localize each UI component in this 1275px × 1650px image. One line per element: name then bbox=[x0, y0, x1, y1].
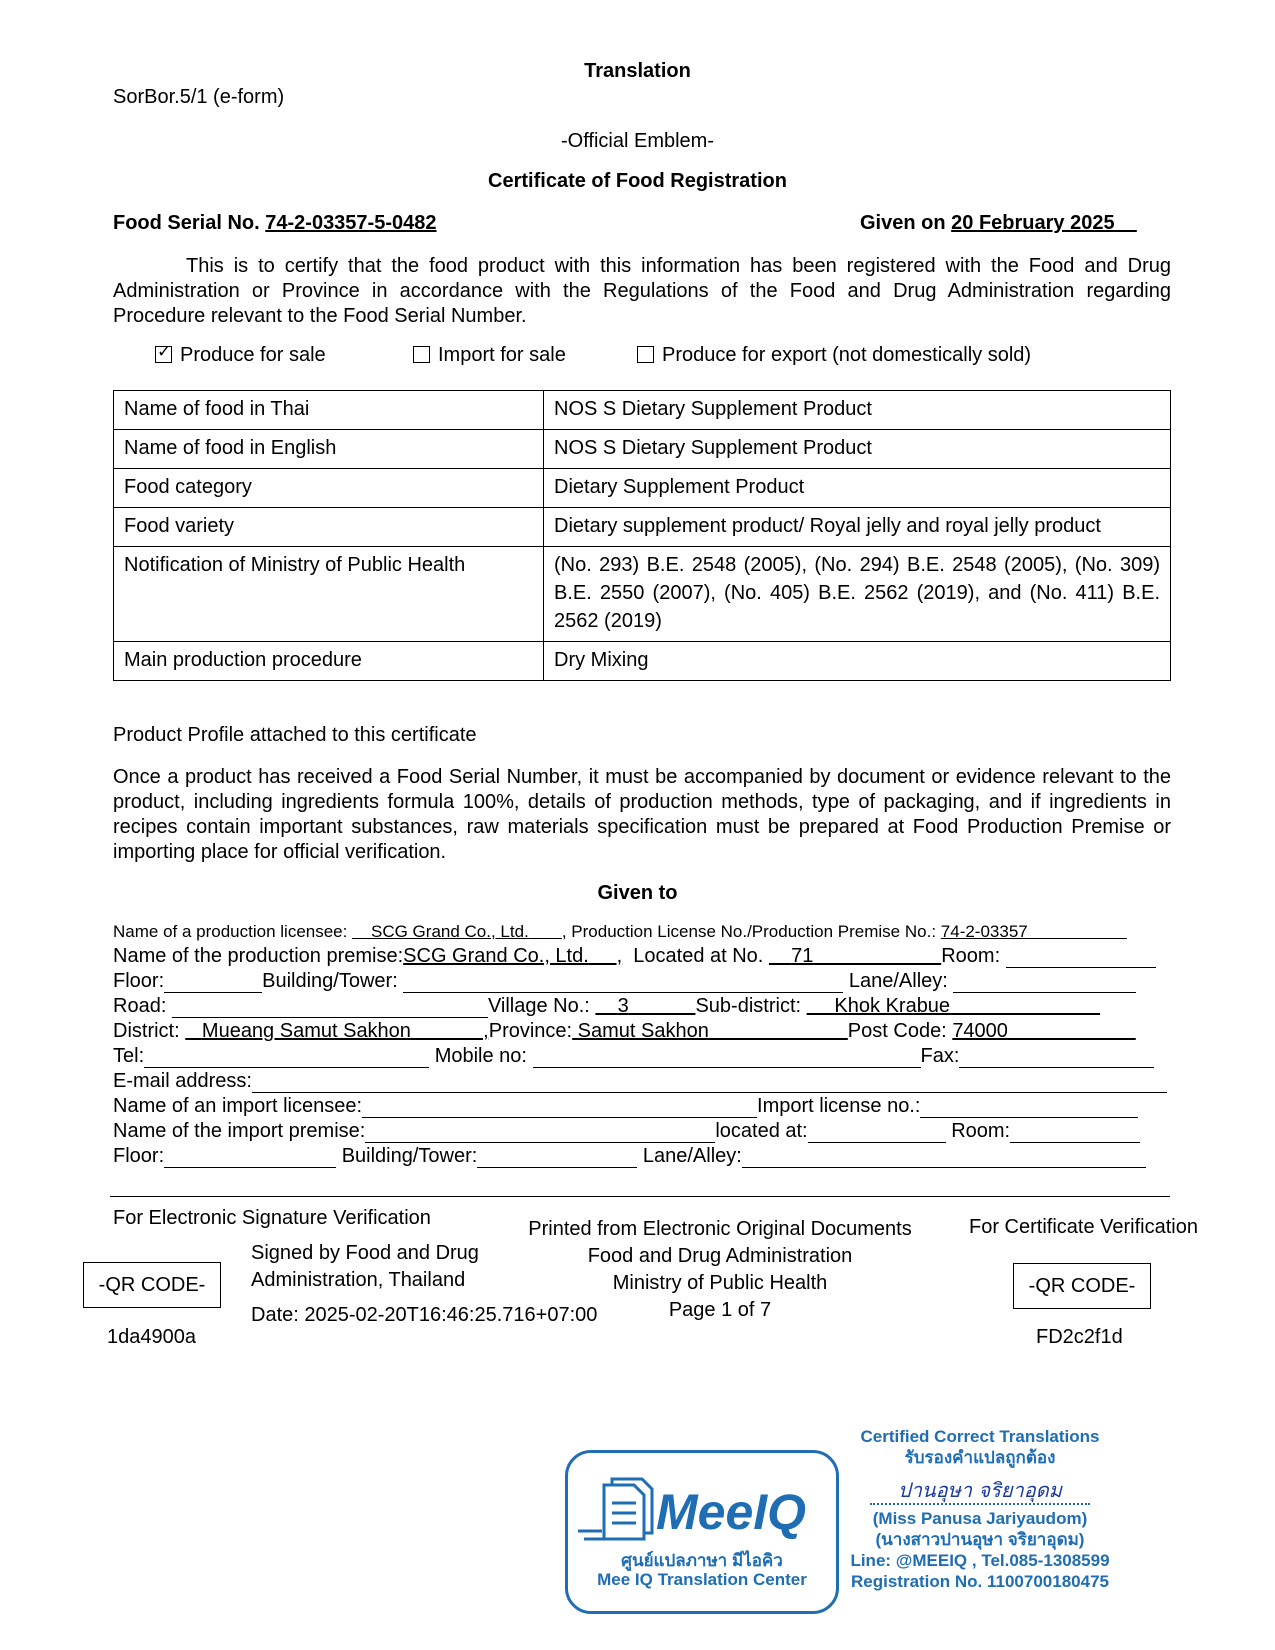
floor-label: Floor: bbox=[113, 970, 165, 992]
licensee-row bbox=[113, 920, 1171, 944]
email-blank bbox=[252, 1073, 1167, 1093]
located-value: 71 bbox=[791, 945, 814, 967]
translator-signature: ปานอุษา จริยาอุดม bbox=[898, 1478, 1062, 1502]
given-to-heading: Given to bbox=[597, 882, 678, 904]
row-label: Name of food in English bbox=[114, 430, 544, 469]
given-on-label: Given on bbox=[860, 212, 946, 234]
option-label: Import for sale bbox=[438, 344, 566, 366]
import-license-no-label: Import license no.: bbox=[757, 1095, 921, 1117]
intro-paragraph: This is to certify that the food product with this information has been registered with the Food and Drug Administration or Province in accordance with the Regulations of the Food and Drug Administration regarding Procedure relevant to the Food Serial Number. bbox=[113, 255, 1171, 327]
import-floor-row bbox=[113, 1144, 1171, 1168]
room-blank bbox=[1006, 948, 1156, 968]
certificate-title: Certificate of Food Registration bbox=[488, 170, 787, 192]
page-number: Page 1 of 7 bbox=[668, 1299, 772, 1321]
certified-label: Certified Correct Translations bbox=[860, 1427, 1100, 1446]
cert-verification-label: For Certificate Verification bbox=[969, 1216, 1198, 1238]
qr-code-right: -QR CODE- bbox=[1013, 1263, 1151, 1309]
room-blank bbox=[1010, 1123, 1140, 1143]
registration-number: Registration No. 1100700180475 bbox=[851, 1572, 1109, 1591]
import-premise-row bbox=[113, 1119, 1171, 1143]
row-label: Notification of Ministry of Public Health bbox=[114, 547, 544, 642]
meeiq-logo-stamp bbox=[565, 1450, 839, 1614]
table-row bbox=[114, 469, 1171, 508]
row-value: NOS S Dietary Supplement Product bbox=[544, 391, 1171, 430]
option-import-for-sale bbox=[413, 344, 566, 367]
fax-blank bbox=[959, 1048, 1154, 1068]
floor-blank bbox=[164, 973, 262, 993]
obligation-paragraph: Once a product has received a Food Serial Number, it must be accompanied by document or evidence relevant to the product, including ingredients formula 100%, details of production methods, type of packaging, and if ingredients in recipes contain important substances, raw materials specification must be prepared at Food Production Premise or importing place for official verification. bbox=[113, 766, 1171, 863]
village-label: Village No.: bbox=[487, 995, 590, 1017]
located-at-blank bbox=[808, 1123, 946, 1143]
fax-label: Fax: bbox=[920, 1045, 960, 1067]
certified-thai-label: รับรองคำแปลถูกต้อง bbox=[904, 1448, 1056, 1467]
import-premise-blank bbox=[365, 1123, 715, 1143]
signed-line-2: Administration, Thailand bbox=[251, 1269, 466, 1291]
food-info-table bbox=[113, 390, 1171, 681]
row-value: NOS S Dietary Supplement Product bbox=[544, 430, 1171, 469]
form-code: SorBor.5/1 (e-form) bbox=[113, 86, 285, 108]
building-label: Building/Tower: bbox=[341, 1145, 478, 1167]
licensee-value: SCG Grand Co., Ltd. bbox=[371, 922, 529, 941]
lane-blank bbox=[742, 1148, 1146, 1168]
qr-left-code: 1da4900a bbox=[107, 1326, 196, 1348]
lane-label: Lane/Alley: bbox=[848, 970, 948, 992]
row-label: Food category bbox=[114, 469, 544, 508]
table-row bbox=[114, 391, 1171, 430]
mobile-blank bbox=[533, 1048, 921, 1068]
postcode-label: Post Code: bbox=[847, 1020, 947, 1042]
import-license-no-blank bbox=[920, 1098, 1138, 1118]
premise-label: Name of the production premise: bbox=[113, 945, 404, 967]
province-value: Samut Sakhon bbox=[577, 1020, 709, 1042]
tel-blank bbox=[144, 1048, 429, 1068]
license-no-value: 74-2-03357 bbox=[940, 922, 1028, 941]
serial-label: Food Serial No. bbox=[113, 212, 260, 234]
license-no-label: , Production License No./Production Premise No.: bbox=[561, 922, 937, 941]
footer-divider bbox=[110, 1196, 1170, 1197]
serial-value: 74-2-03357-5-0482 bbox=[265, 212, 437, 234]
road-blank bbox=[172, 998, 488, 1018]
printed-line-1: Printed from Electronic Original Documents bbox=[528, 1218, 912, 1240]
given-on-value: 20 February 2025 bbox=[951, 212, 1115, 234]
logo-text: MeeIQ bbox=[656, 1484, 807, 1540]
located-label: Located at No. bbox=[633, 945, 764, 967]
subdistrict-label: Sub-district: bbox=[695, 995, 802, 1017]
product-profile-note: Product Profile attached to this certificate bbox=[113, 724, 477, 746]
option-label: Produce for sale bbox=[180, 344, 326, 366]
building-label: Building/Tower: bbox=[262, 970, 398, 992]
building-blank bbox=[403, 973, 843, 993]
certification-block bbox=[830, 1426, 1130, 1468]
meeiq-logo-icon bbox=[568, 1471, 836, 1551]
village-value: 3 bbox=[617, 995, 629, 1017]
province-label: Province: bbox=[488, 1020, 573, 1042]
row-value: Dietary Supplement Product bbox=[544, 469, 1171, 508]
printed-line-3: Ministry of Public Health bbox=[612, 1272, 828, 1294]
row-label: Food variety bbox=[114, 508, 544, 547]
premise-value: SCG Grand Co., Ltd. , bbox=[403, 945, 623, 967]
serial-line bbox=[113, 212, 437, 235]
floor-row bbox=[113, 969, 1171, 993]
unchecked-box-icon bbox=[413, 346, 430, 363]
esig-label: For Electronic Signature Verification bbox=[113, 1207, 431, 1229]
premise-row bbox=[113, 944, 1171, 968]
building-blank bbox=[477, 1148, 637, 1168]
row-value: Dry Mixing bbox=[544, 642, 1171, 681]
district-value: Mueang Samut Sakhon , bbox=[201, 1020, 489, 1042]
translator-thai-name: (นางสาวปานอุษา จริยาอุดม) bbox=[875, 1530, 1085, 1549]
signature-date: Date: 2025-02-20T16:46:25.716+07:00 bbox=[251, 1304, 598, 1326]
floor-blank bbox=[164, 1148, 336, 1168]
center-thai-name: ศูนย์แปลภาษา มีไอคิว bbox=[621, 1551, 783, 1570]
printed-line-2: Food and Drug Administration bbox=[587, 1245, 853, 1267]
postcode-value: 74000 bbox=[952, 1020, 1008, 1042]
subdistrict-value: Khok Krabue bbox=[834, 995, 951, 1017]
import-licensee-blank bbox=[362, 1098, 757, 1118]
translation-heading: Translation bbox=[584, 60, 691, 82]
tel-row bbox=[113, 1044, 1171, 1068]
row-value: Dietary supplement product/ Royal jelly and royal jelly product bbox=[544, 508, 1171, 547]
signed-by bbox=[251, 1240, 479, 1294]
qr-right-code: FD2c2f1d bbox=[1036, 1326, 1123, 1348]
given-on-line bbox=[860, 212, 1137, 235]
import-licensee-row bbox=[113, 1094, 1171, 1118]
table-row bbox=[114, 508, 1171, 547]
contact-line: Line: @MEEIQ , Tel.085-1308599 bbox=[850, 1551, 1110, 1570]
table-row bbox=[114, 430, 1171, 469]
qr-code-left: -QR CODE- bbox=[83, 1262, 221, 1308]
unchecked-box-icon bbox=[637, 346, 654, 363]
email-row bbox=[113, 1069, 1171, 1093]
signature-dotted-line bbox=[870, 1503, 1090, 1505]
table-row bbox=[114, 642, 1171, 681]
located-at-label: located at: bbox=[715, 1120, 808, 1142]
official-emblem-note: -Official Emblem- bbox=[561, 130, 714, 152]
option-produce-for-export bbox=[637, 344, 1031, 367]
lane-blank bbox=[953, 973, 1136, 993]
email-label: E-mail address: bbox=[113, 1070, 252, 1092]
table-row bbox=[114, 547, 1171, 642]
room-label: Room: bbox=[941, 945, 1001, 967]
road-label: Road: bbox=[113, 995, 167, 1017]
printed-from-block bbox=[515, 1216, 925, 1324]
option-produce-for-sale bbox=[155, 344, 326, 367]
mobile-label: Mobile no: bbox=[434, 1045, 527, 1067]
import-premise-label: Name of the import premise: bbox=[113, 1120, 366, 1142]
center-english-name: Mee IQ Translation Center bbox=[597, 1570, 807, 1589]
lane-label: Lane/Alley: bbox=[642, 1145, 742, 1167]
licensee-label: Name of a production licensee: bbox=[113, 922, 348, 941]
import-licensee-label: Name of an import licensee: bbox=[113, 1095, 363, 1117]
district-row bbox=[113, 1019, 1171, 1043]
room-label: Room: bbox=[951, 1120, 1011, 1142]
district-label: District: bbox=[113, 1020, 180, 1042]
signed-line-1: Signed by Food and Drug bbox=[251, 1242, 479, 1264]
checked-box-icon bbox=[155, 346, 172, 363]
translator-name: (Miss Panusa Jariyaudom) bbox=[872, 1509, 1088, 1528]
option-label: Produce for export (not domestically sold) bbox=[662, 344, 1032, 366]
road-row bbox=[113, 994, 1171, 1018]
tel-label: Tel: bbox=[113, 1045, 145, 1067]
floor-label: Floor: bbox=[113, 1145, 165, 1167]
row-label: Main production procedure bbox=[114, 642, 544, 681]
translator-block bbox=[830, 1508, 1130, 1592]
row-label: Name of food in Thai bbox=[114, 391, 544, 430]
row-value: (No. 293) B.E. 2548 (2005), (No. 294) B.E. 2548 (2005), (No. 309) B.E. 2550 (2007), (No. 405) B.E. 2562 (2019), and (No. 411) B.E. 2562 (2019) bbox=[544, 547, 1171, 642]
